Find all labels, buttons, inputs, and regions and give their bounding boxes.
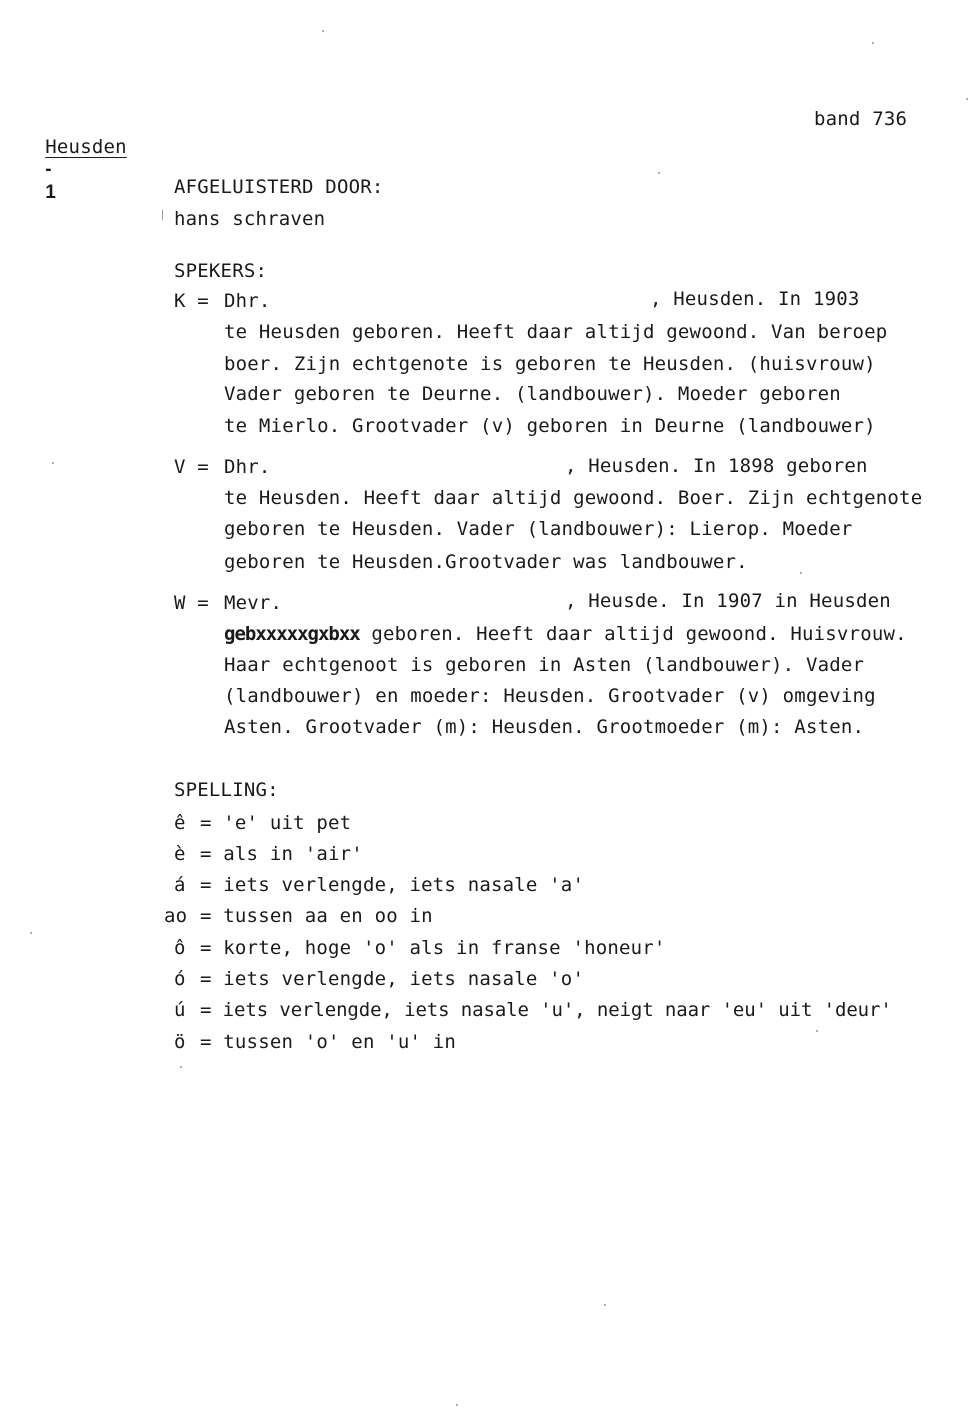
scan-speck [180,1066,182,1068]
spelling-description: = tussen 'o' en 'u' in [200,1031,457,1053]
scan-speck [816,1030,818,1032]
speaker-line: te Mierlo. Grootvader (v) geboren in Deurne (landbouwer) [224,415,876,437]
spelling-description: = als in 'air' [200,843,363,865]
spelling-label: SPELLING: [174,779,279,801]
page-number: 1 [45,182,57,203]
spelling-symbol: ao [164,905,188,927]
speaker-line: te Heusden. Heeft daar altijd gewoond. Boer. Zijn echtgenote [224,487,923,509]
speaker-line: Haar echtgenoot is geboren in Asten (landbouwer). Vader [224,654,865,676]
speaker-line: (landbouwer) en moeder: Heusden. Grootvader (v) omgeving [224,685,876,707]
scan-speck [456,1404,458,1406]
document-header [22,114,127,204]
spelling-description: = 'e' uit pet [200,812,352,834]
speaker-line: te Heusden geboren. Heeft daar altijd gewoond. Van beroep [224,321,888,343]
scan-speck [966,98,968,100]
spelling-description: = iets verlengde, iets nasale 'a' [200,874,585,896]
scan-speck [30,932,32,934]
speaker-line: Asten. Grootvader (m): Heusden. Grootmoeder (m): Asten. [224,716,865,738]
spelling-description: = tussen aa en oo in [200,905,433,927]
spelling-description: = iets verlengde, iets nasale 'u', neigt naar 'eu' uit 'deur' [200,999,892,1021]
band-number: band 736 [814,108,908,130]
spelling-description: = korte, hoge 'o' als in franse 'honeur' [200,937,666,959]
speakers-label: SPEKERS: [174,260,268,282]
speaker-title: Dhr. [224,290,271,312]
spelling-symbol: ó [174,968,186,990]
speaker-title: Dhr. [224,456,271,478]
spelling-description: = iets verlengde, iets nasale 'o' [200,968,585,990]
speaker-info: , Heusden. In 1898 geboren [565,455,868,477]
speaker-line [224,623,907,645]
scan-speck [162,210,163,220]
speaker-code: K = [174,290,209,312]
speaker-line-rest: geboren. Heeft daar altijd gewoond. Huisvrouw. [359,623,907,645]
speaker-code: V = [174,456,209,478]
spelling-symbol: ô [174,937,186,959]
speaker-line: geboren te Heusden.Grootvader was landbouwer. [224,551,748,573]
spelling-symbol: ê [174,812,186,834]
spelling-symbol: è [174,843,186,865]
spelling-symbol: á [174,874,186,896]
speaker-line: boer. Zijn echtgenote is geboren te Heusden. (huisvrouw) [224,353,876,375]
header-dash: - [45,159,52,180]
speaker-line: geboren te Heusden. Vader (landbouwer): Lierop. Moeder [224,518,853,540]
scan-speck [604,1304,606,1306]
listener-label: AFGELUISTERD DOOR: [174,176,384,198]
speaker-line: Vader geboren te Deurne. (landbouwer). Moeder geboren [224,383,841,405]
speaker-code: W = [174,592,209,614]
speaker-info: , Heusden. In 1903 [650,288,860,310]
place-title: Heusden [45,136,127,158]
scan-speck [800,572,802,574]
scan-speck [872,42,874,44]
struck-out-text: gebxxxxxgxbxx [224,623,360,645]
speaker-title: Mevr. [224,592,283,614]
spelling-symbol: ú [174,999,186,1021]
speaker-info: , Heusde. In 1907 in Heusden [565,590,891,612]
spelling-symbol: ö [174,1031,186,1053]
listener-name: hans schraven [174,208,326,230]
scan-speck [658,172,660,174]
scan-speck [52,462,54,464]
scan-speck [322,30,324,32]
